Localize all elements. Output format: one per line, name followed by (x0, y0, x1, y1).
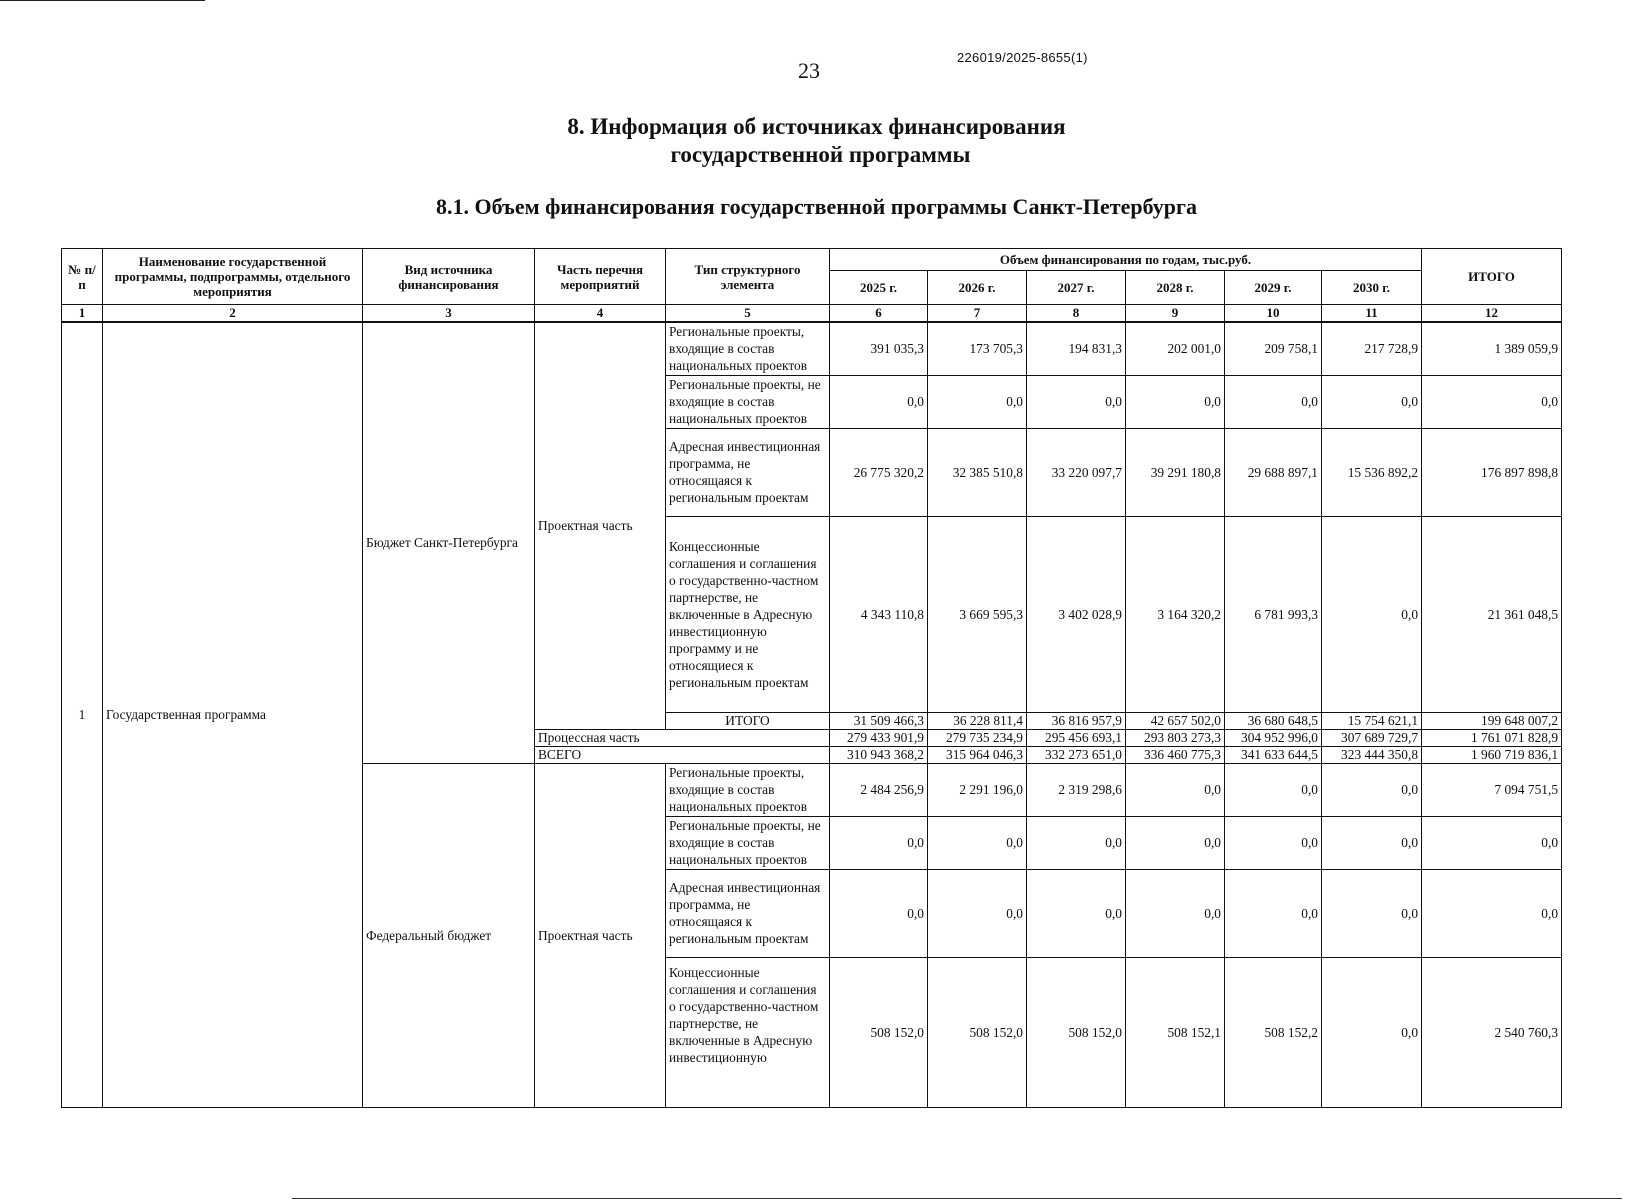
value-cell: 307 689 729,7 (1322, 729, 1422, 746)
total-cell: 199 648 007,2 (1422, 712, 1562, 729)
value-cell: 336 460 775,3 (1126, 746, 1225, 763)
value-cell: 202 001,0 (1126, 322, 1225, 375)
value-cell: 36 680 648,5 (1225, 712, 1322, 729)
value-cell: 173 705,3 (928, 322, 1027, 375)
section-title-line-2: государственной программы (670, 142, 971, 167)
value-cell: 209 758,1 (1225, 322, 1322, 375)
value-cell: 0,0 (1225, 816, 1322, 869)
value-cell: 0,0 (928, 816, 1027, 869)
value-cell: 0,0 (1027, 375, 1126, 428)
value-cell: 39 291 180,8 (1126, 428, 1225, 516)
value-cell: 0,0 (830, 816, 928, 869)
value-cell: 15 754 621,1 (1322, 712, 1422, 729)
header-name: Наименование государственной программы, подпрограммы, отдельного мероприятия (103, 249, 363, 305)
value-cell: 391 035,3 (830, 322, 928, 375)
column-number: 7 (928, 305, 1027, 323)
column-number: 8 (1027, 305, 1126, 323)
header-type: Тип структурного элемента (666, 249, 830, 305)
value-cell: 0,0 (830, 375, 928, 428)
source-spb-budget: Бюджет Санкт-Петербурга (363, 322, 535, 763)
value-cell: 293 803 273,3 (1126, 729, 1225, 746)
structural-element-type: Региональные проекты, входящие в состав национальных проектов (666, 322, 830, 375)
header-volume: Объем финансирования по годам, тыс.руб. (830, 249, 1422, 271)
column-number: 2 (103, 305, 363, 323)
value-cell: 6 781 993,3 (1225, 516, 1322, 712)
column-number: 4 (535, 305, 666, 323)
value-cell: 0,0 (1322, 869, 1422, 957)
value-cell: 26 775 320,2 (830, 428, 928, 516)
column-number: 9 (1126, 305, 1225, 323)
header-year: 2027 г. (1027, 271, 1126, 305)
structural-element-type: Региональные проекты, не входящие в состав национальных проектов (666, 375, 830, 428)
section-title-line-1: 8. Информация об источниках финансирования (567, 114, 1066, 139)
column-number: 10 (1225, 305, 1322, 323)
value-cell: 0,0 (1322, 375, 1422, 428)
structural-element-type: Региональные проекты, входящие в состав национальных проектов (666, 763, 830, 816)
value-cell: 32 385 510,8 (928, 428, 1027, 516)
value-cell: 31 509 466,3 (830, 712, 928, 729)
total-cell: 176 897 898,8 (1422, 428, 1562, 516)
value-cell: 0,0 (1027, 816, 1126, 869)
header-source: Вид источника финансирования (363, 249, 535, 305)
value-cell: 341 633 644,5 (1225, 746, 1322, 763)
value-cell: 0,0 (928, 869, 1027, 957)
structural-element-type: Адресная инвестиционная программа, не относящаяся к региональным проектам (666, 869, 830, 957)
header-total: ИТОГО (1422, 249, 1562, 305)
structural-element-type: Концессионные соглашения и соглашения о государственно-частном партнерстве, не включенные в Адресную инвестиционную (666, 957, 830, 1107)
value-cell: 0,0 (1322, 763, 1422, 816)
value-cell: 36 816 957,9 (1027, 712, 1126, 729)
part-project: Проектная часть (535, 322, 666, 729)
column-number: 1 (62, 305, 103, 323)
column-number: 12 (1422, 305, 1562, 323)
column-number: 6 (830, 305, 928, 323)
value-cell: 323 444 350,8 (1322, 746, 1422, 763)
header-year: 2025 г. (830, 271, 928, 305)
total-cell: 0,0 (1422, 816, 1562, 869)
total-cell: 7 094 751,5 (1422, 763, 1562, 816)
value-cell: 2 484 256,9 (830, 763, 928, 816)
column-number: 5 (666, 305, 830, 323)
value-cell: 0,0 (830, 869, 928, 957)
header-num: № п/п (62, 249, 103, 305)
header-year: 2029 г. (1225, 271, 1322, 305)
structural-element-type: Концессионные соглашения и соглашения о государственно-частном партнерстве, не включенные в Адресную инвестиционную программу и не относящиеся к региональным проектам (666, 516, 830, 712)
value-cell: 2 319 298,6 (1027, 763, 1126, 816)
value-cell: 36 228 811,4 (928, 712, 1027, 729)
value-cell: 0,0 (1126, 869, 1225, 957)
value-cell: 508 152,0 (928, 957, 1027, 1107)
part-project: Проектная часть (535, 763, 666, 1107)
value-cell: 310 943 368,2 (830, 746, 928, 763)
value-cell: 0,0 (1126, 816, 1225, 869)
value-cell: 508 152,0 (1027, 957, 1126, 1107)
total-cell: 1 960 719 836,1 (1422, 746, 1562, 763)
value-cell: 3 164 320,2 (1126, 516, 1225, 712)
value-cell: 508 152,1 (1126, 957, 1225, 1107)
value-cell: 3 402 028,9 (1027, 516, 1126, 712)
value-cell: 315 964 046,3 (928, 746, 1027, 763)
financing-table (61, 248, 1562, 1108)
total-cell: 0,0 (1422, 869, 1562, 957)
value-cell: 0,0 (1322, 516, 1422, 712)
value-cell: 304 952 996,0 (1225, 729, 1322, 746)
total-cell: 0,0 (1422, 375, 1562, 428)
table-row (62, 322, 1562, 375)
header-year: 2030 г. (1322, 271, 1422, 305)
value-cell: 0,0 (1225, 763, 1322, 816)
value-cell: 29 688 897,1 (1225, 428, 1322, 516)
value-cell: 0,0 (1126, 375, 1225, 428)
value-cell: 332 273 651,0 (1027, 746, 1126, 763)
value-cell: 0,0 (1126, 763, 1225, 816)
value-cell: 0,0 (928, 375, 1027, 428)
column-number: 11 (1322, 305, 1422, 323)
value-cell: 3 669 595,3 (928, 516, 1027, 712)
value-cell: 279 433 901,9 (830, 729, 928, 746)
value-cell: 0,0 (1225, 869, 1322, 957)
value-cell: 15 536 892,2 (1322, 428, 1422, 516)
value-cell: 33 220 097,7 (1027, 428, 1126, 516)
value-cell: 217 728,9 (1322, 322, 1422, 375)
source-federal-budget: Федеральный бюджет (363, 763, 535, 1107)
header-year: 2028 г. (1126, 271, 1225, 305)
value-cell: 42 657 502,0 (1126, 712, 1225, 729)
total-cell: 21 361 048,5 (1422, 516, 1562, 712)
total-cell: 2 540 760,3 (1422, 957, 1562, 1107)
value-cell: 194 831,3 (1027, 322, 1126, 375)
value-cell: 4 343 110,8 (830, 516, 928, 712)
document-id: 226019/2025-8655(1) (957, 50, 1088, 65)
value-cell: 0,0 (1322, 957, 1422, 1107)
process-part-label: Процессная часть (535, 729, 830, 746)
value-cell: 508 152,2 (1225, 957, 1322, 1107)
value-cell: 2 291 196,0 (928, 763, 1027, 816)
header-year: 2026 г. (928, 271, 1027, 305)
total-cell: 1 389 059,9 (1422, 322, 1562, 375)
value-cell: 295 456 693,1 (1027, 729, 1126, 746)
page-number: 23 (798, 58, 820, 83)
section-title (0, 113, 1633, 169)
column-number: 3 (363, 305, 535, 323)
header-part: Часть перечня мероприятий (535, 249, 666, 305)
bottom-rule (292, 1198, 1622, 1199)
value-cell: 508 152,0 (830, 957, 928, 1107)
structural-element-type: Региональные проекты, не входящие в состав национальных проектов (666, 816, 830, 869)
itogo-label: ИТОГО (666, 712, 830, 729)
total-cell: 1 761 071 828,9 (1422, 729, 1562, 746)
top-rule (0, 0, 205, 1)
program-name: Государственная программа (103, 322, 363, 1107)
value-cell: 0,0 (1322, 816, 1422, 869)
vsego-label: ВСЕГО (535, 746, 830, 763)
value-cell: 279 735 234,9 (928, 729, 1027, 746)
value-cell: 0,0 (1225, 375, 1322, 428)
row-number: 1 (62, 322, 103, 1107)
subsection-title: 8.1. Объем финансирования государственной программы Санкт-Петербурга (435, 194, 1198, 219)
structural-element-type: Адресная инвестиционная программа, не относящаяся к региональным проектам (666, 428, 830, 516)
value-cell: 0,0 (1027, 869, 1126, 957)
